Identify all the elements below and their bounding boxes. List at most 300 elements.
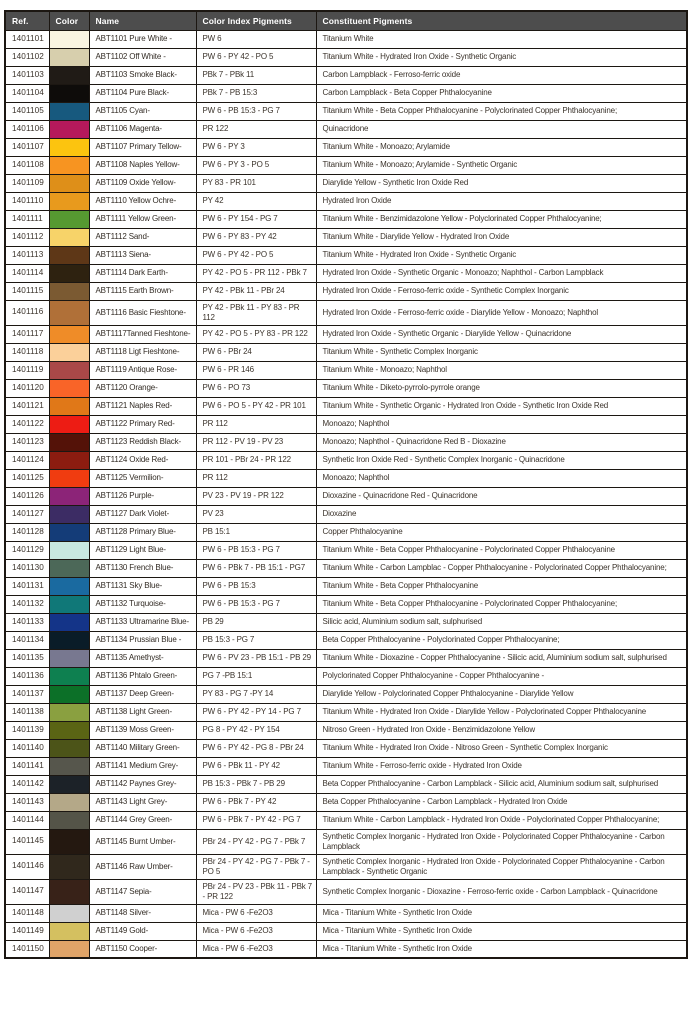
ref-cell: 1401137 (5, 685, 49, 703)
name-cell: ABT1119 Antique Rose- (89, 361, 196, 379)
table-row (5, 487, 687, 505)
table-row (5, 433, 687, 451)
color-index-cell: PY 42 - PBk 11 - PBr 24 (196, 282, 316, 300)
color-swatch (49, 102, 89, 120)
constituent-cell: Titanium White - Carbon Lampblac - Copper Phthalocyanine - Polyclorinated Copper Phthalocyanine; (316, 559, 687, 577)
name-cell: ABT1130 French Blue- (89, 559, 196, 577)
name-cell: ABT1147 Sepia- (89, 879, 196, 904)
constituent-cell: Carbon Lampblack - Beta Copper Phthalocyanine (316, 84, 687, 102)
constituent-cell: Monoazo; Naphthol (316, 415, 687, 433)
name-cell: ABT1136 Phtalo Green- (89, 667, 196, 685)
name-cell: ABT1127 Dark Violet- (89, 505, 196, 523)
ref-cell: 1401132 (5, 595, 49, 613)
constituent-cell: Nitroso Green - Hydrated Iron Oxide - Benzimidazolone Yellow (316, 721, 687, 739)
ref-cell: 1401106 (5, 120, 49, 138)
color-index-cell: PW 6 - PY 42 - PY 14 - PG 7 (196, 703, 316, 721)
ref-cell: 1401127 (5, 505, 49, 523)
ref-cell: 1401134 (5, 631, 49, 649)
color-index-cell: PW 6 - PY 3 - PO 5 (196, 156, 316, 174)
color-index-cell: PW 6 - PO 73 (196, 379, 316, 397)
ref-cell: 1401108 (5, 156, 49, 174)
ref-cell: 1401105 (5, 102, 49, 120)
ref-cell: 1401110 (5, 192, 49, 210)
ref-cell: 1401148 (5, 904, 49, 922)
color-swatch (49, 879, 89, 904)
table-row (5, 300, 687, 325)
color-swatch (49, 397, 89, 415)
table-row (5, 120, 687, 138)
color-index-cell: PB 15:3 - PG 7 (196, 631, 316, 649)
color-swatch (49, 469, 89, 487)
name-cell: ABT1124 Oxide Red- (89, 451, 196, 469)
color-index-cell: PW 6 - PB 15:3 - PG 7 (196, 595, 316, 613)
color-index-cell: PY 42 - PO 5 - PY 83 - PR 122 (196, 325, 316, 343)
color-swatch (49, 138, 89, 156)
constituent-cell: Mica - Titanium White - Synthetic Iron Oxide (316, 904, 687, 922)
ref-cell: 1401125 (5, 469, 49, 487)
color-index-cell: PB 29 (196, 613, 316, 631)
color-swatch (49, 300, 89, 325)
name-cell: ABT1125 Vermilion- (89, 469, 196, 487)
constituent-cell: Titanium White - Synthetic Organic - Hydrated Iron Oxide - Synthetic Iron Oxide Red (316, 397, 687, 415)
header-ref: Ref. (5, 11, 49, 30)
name-cell: ABT1135 Amethyst- (89, 649, 196, 667)
constituent-cell: Synthetic Complex Inorganic - Dioxazine - Ferroso-ferric oxide - Carbon Lampblack - Quinacridone (316, 879, 687, 904)
ref-cell: 1401149 (5, 922, 49, 940)
constituent-cell: Silicic acid, Aluminium sodium salt, sulphurised (316, 613, 687, 631)
color-index-cell: PW 6 - PBk 7 - PB 15:1 - PG7 (196, 559, 316, 577)
name-cell: ABT1126 Purple- (89, 487, 196, 505)
color-swatch (49, 451, 89, 469)
constituent-cell: Titanium White - Monoazo; Arylamide (316, 138, 687, 156)
name-cell: ABT1148 Silver- (89, 904, 196, 922)
name-cell: ABT1144 Grey Green- (89, 811, 196, 829)
name-cell: ABT1138 Light Green- (89, 703, 196, 721)
ref-cell: 1401129 (5, 541, 49, 559)
color-index-cell: Mica - PW 6 -Fe2O3 (196, 904, 316, 922)
color-swatch (49, 343, 89, 361)
table-row (5, 667, 687, 685)
constituent-cell: Hydrated Iron Oxide - Synthetic Organic - Monoazo; Naphthol - Carbon Lampblack (316, 264, 687, 282)
color-swatch (49, 559, 89, 577)
table-row (5, 48, 687, 66)
name-cell: ABT1139 Moss Green- (89, 721, 196, 739)
color-swatch (49, 228, 89, 246)
ref-cell: 1401103 (5, 66, 49, 84)
name-cell: ABT1104 Pure Black- (89, 84, 196, 102)
color-index-cell: PY 42 - PBk 11 - PY 83 - PR 112 (196, 300, 316, 325)
ref-cell: 1401115 (5, 282, 49, 300)
ref-cell: 1401142 (5, 775, 49, 793)
name-cell: ABT1115 Earth Brown- (89, 282, 196, 300)
name-cell: ABT1113 Siena- (89, 246, 196, 264)
name-cell: ABT1105 Cyan- (89, 102, 196, 120)
color-swatch (49, 48, 89, 66)
color-index-cell: PG 7 -PB 15:1 (196, 667, 316, 685)
color-index-cell: PBk 7 - PBk 11 (196, 66, 316, 84)
table-row (5, 469, 687, 487)
color-index-cell: PR 112 (196, 415, 316, 433)
name-cell: ABT1112 Sand- (89, 228, 196, 246)
color-swatch (49, 703, 89, 721)
name-cell: ABT1132 Turquoise- (89, 595, 196, 613)
constituent-cell: Titanium White - Carbon Lampblack - Hydrated Iron Oxide - Polyclorinated Copper Phthalocyanine; (316, 811, 687, 829)
color-swatch (49, 246, 89, 264)
constituent-cell: Hydrated Iron Oxide (316, 192, 687, 210)
ref-cell: 1401104 (5, 84, 49, 102)
constituent-cell: Quinacridone (316, 120, 687, 138)
name-cell: ABT1133 Ultramarine Blue- (89, 613, 196, 631)
constituent-cell: Hydrated Iron Oxide - Ferroso-ferric oxide - Synthetic Complex Inorganic (316, 282, 687, 300)
ref-cell: 1401123 (5, 433, 49, 451)
color-index-cell: PR 112 (196, 469, 316, 487)
color-index-cell: PB 15:3 - PBk 7 - PB 29 (196, 775, 316, 793)
name-cell: ABT1117Tanned Fieshtone- (89, 325, 196, 343)
name-cell: ABT1110 Yellow Ochre- (89, 192, 196, 210)
table-row (5, 595, 687, 613)
color-swatch (49, 30, 89, 48)
table-header-row (5, 11, 687, 30)
constituent-cell: Titanium White - Synthetic Complex Inorganic (316, 343, 687, 361)
color-index-cell: PW 6 - PY 42 - PO 5 (196, 48, 316, 66)
color-index-cell: PW 6 - PY 42 - PO 5 (196, 246, 316, 264)
constituent-cell: Titanium White - Beta Copper Phthalocyanine (316, 577, 687, 595)
table-row (5, 940, 687, 958)
name-cell: ABT1116 Basic Fieshtone- (89, 300, 196, 325)
ref-cell: 1401124 (5, 451, 49, 469)
name-cell: ABT1137 Deep Green- (89, 685, 196, 703)
name-cell: ABT1129 Light Blue- (89, 541, 196, 559)
constituent-cell: Titanium White - Ferroso-ferric oxide - Hydrated Iron Oxide (316, 757, 687, 775)
name-cell: ABT1107 Primary Tellow- (89, 138, 196, 156)
color-swatch (49, 757, 89, 775)
ref-cell: 1401111 (5, 210, 49, 228)
ref-cell: 1401140 (5, 739, 49, 757)
color-swatch (49, 487, 89, 505)
color-swatch (49, 829, 89, 854)
table-row (5, 102, 687, 120)
ref-cell: 1401144 (5, 811, 49, 829)
color-index-cell: PW 6 - PO 5 - PY 42 - PR 101 (196, 397, 316, 415)
table-row (5, 30, 687, 48)
color-index-cell: PW 6 - PB 15:3 (196, 577, 316, 595)
table-row (5, 793, 687, 811)
constituent-cell: Synthetic Complex Inorganic - Hydrated Iron Oxide - Polyclorinated Copper Phthalocyanine - Carbon Lampblack (316, 829, 687, 854)
ref-cell: 1401107 (5, 138, 49, 156)
ref-cell: 1401117 (5, 325, 49, 343)
name-cell: ABT1121 Naples Red- (89, 397, 196, 415)
table-row (5, 879, 687, 904)
table-row (5, 775, 687, 793)
color-index-cell: Mica - PW 6 -Fe2O3 (196, 940, 316, 958)
name-cell: ABT1142 Paynes Grey- (89, 775, 196, 793)
table-row (5, 361, 687, 379)
table-row (5, 210, 687, 228)
color-index-cell: PY 42 (196, 192, 316, 210)
header-name: Name (89, 11, 196, 30)
constituent-cell: Hydrated Iron Oxide - Synthetic Organic - Diarylide Yellow - Quinacridone (316, 325, 687, 343)
color-swatch (49, 325, 89, 343)
table-row (5, 156, 687, 174)
color-swatch (49, 721, 89, 739)
table-row (5, 325, 687, 343)
name-cell: ABT1149 Gold- (89, 922, 196, 940)
color-index-cell: PR 101 - PBr 24 - PR 122 (196, 451, 316, 469)
color-swatch (49, 282, 89, 300)
color-swatch (49, 210, 89, 228)
table-row (5, 84, 687, 102)
color-swatch (49, 854, 89, 879)
ref-cell: 1401118 (5, 343, 49, 361)
color-swatch (49, 775, 89, 793)
table-row (5, 397, 687, 415)
color-index-cell: PW 6 - PY 42 - PG 8 - PBr 24 (196, 739, 316, 757)
name-cell: ABT1134 Prussian Blue - (89, 631, 196, 649)
table-row (5, 649, 687, 667)
header-color-index-pigments: Color Index Pigments (196, 11, 316, 30)
name-cell: ABT1120 Orange- (89, 379, 196, 397)
constituent-cell: Titanium White - Beta Copper Phthalocyanine - Polyclorinated Copper Phthalocyanine; (316, 595, 687, 613)
ref-cell: 1401138 (5, 703, 49, 721)
table-row (5, 66, 687, 84)
color-index-cell: PBr 24 - PY 42 - PG 7 - PBk 7 (196, 829, 316, 854)
color-swatch (49, 940, 89, 958)
color-swatch (49, 613, 89, 631)
constituent-cell: Titanium White - Hydrated Iron Oxide - Synthetic Organic (316, 246, 687, 264)
table-row (5, 811, 687, 829)
ref-cell: 1401101 (5, 30, 49, 48)
color-index-cell: PW 6 - PR 146 (196, 361, 316, 379)
color-index-cell: PBk 7 - PB 15:3 (196, 84, 316, 102)
table-row (5, 829, 687, 854)
constituent-cell: Titanium White - Monoazo; Naphthol (316, 361, 687, 379)
color-index-cell: PW 6 - PB 15:3 - PG 7 (196, 541, 316, 559)
constituent-cell: Titanium White - Diarylide Yellow - Hydrated Iron Oxide (316, 228, 687, 246)
color-swatch (49, 66, 89, 84)
constituent-cell: Titanium White - Benzimidazolone Yellow - Polyclorinated Copper Phthalocyanine; (316, 210, 687, 228)
ref-cell: 1401147 (5, 879, 49, 904)
ref-cell: 1401116 (5, 300, 49, 325)
ref-cell: 1401133 (5, 613, 49, 631)
constituent-cell: Titanium White - Hydrated Iron Oxide - Nitroso Green - Synthetic Complex Inorganic (316, 739, 687, 757)
name-cell: ABT1150 Cooper- (89, 940, 196, 958)
color-swatch (49, 685, 89, 703)
header-color: Color (49, 11, 89, 30)
color-swatch (49, 174, 89, 192)
constituent-cell: Titanium White - Beta Copper Phthalocyanine - Polyclorinated Copper Phthalocyanine (316, 541, 687, 559)
ref-cell: 1401131 (5, 577, 49, 595)
color-swatch (49, 595, 89, 613)
name-cell: ABT1114 Dark Earth- (89, 264, 196, 282)
color-swatch (49, 379, 89, 397)
table-row (5, 559, 687, 577)
name-cell: ABT1103 Smoke Black- (89, 66, 196, 84)
color-swatch (49, 739, 89, 757)
name-cell: ABT1102 Off White - (89, 48, 196, 66)
table-row (5, 282, 687, 300)
color-swatch (49, 523, 89, 541)
ref-cell: 1401102 (5, 48, 49, 66)
name-cell: ABT1128 Primary Blue- (89, 523, 196, 541)
constituent-cell: Titanium White - Beta Copper Phthalocyanine - Polyclorinated Copper Phthalocyanine; (316, 102, 687, 120)
color-index-cell: PW 6 - PY 3 (196, 138, 316, 156)
name-cell: ABT1118 Ligt Fieshtone- (89, 343, 196, 361)
name-cell: ABT1122 Primary Red- (89, 415, 196, 433)
table-row (5, 904, 687, 922)
constituent-cell: Synthetic Iron Oxide Red - Synthetic Complex Inorganic - Quinacridone (316, 451, 687, 469)
ref-cell: 1401135 (5, 649, 49, 667)
table-row (5, 631, 687, 649)
ref-cell: 1401143 (5, 793, 49, 811)
table-row (5, 739, 687, 757)
constituent-cell: Synthetic Complex Inorganic - Hydrated Iron Oxide - Polyclorinated Copper Phthalocyanine - Carbon Lampblack - Synthetic Organic (316, 854, 687, 879)
color-index-cell: PW 6 - PV 23 - PB 15:1 - PB 29 (196, 649, 316, 667)
ref-cell: 1401114 (5, 264, 49, 282)
color-swatch (49, 264, 89, 282)
color-swatch (49, 361, 89, 379)
constituent-cell: Polyclorinated Copper Phthalocyanine - Copper Phthalocyanine - (316, 667, 687, 685)
color-index-cell: PY 83 - PR 101 (196, 174, 316, 192)
table-row (5, 854, 687, 879)
color-index-cell: PW 6 - PY 154 - PG 7 (196, 210, 316, 228)
color-swatch (49, 120, 89, 138)
constituent-cell: Carbon Lampblack - Ferroso-ferric oxide (316, 66, 687, 84)
ref-cell: 1401139 (5, 721, 49, 739)
constituent-cell: Diarylide Yellow - Polyclorinated Copper Phthalocyanine - Diarylide Yellow (316, 685, 687, 703)
name-cell: ABT1146 Raw Umber- (89, 854, 196, 879)
color-swatch (49, 156, 89, 174)
name-cell: ABT1140 Military Green- (89, 739, 196, 757)
table-row (5, 577, 687, 595)
constituent-cell: Hydrated Iron Oxide - Ferroso-ferric oxide - Diarylide Yellow - Monoazo; Naphthol (316, 300, 687, 325)
constituent-cell: Beta Copper Phthalocyanine - Carbon Lampblack - Silicic acid, Aluminium sodium salt, sulphurised (316, 775, 687, 793)
table-row (5, 415, 687, 433)
color-index-cell: PY 83 - PG 7 -PY 14 (196, 685, 316, 703)
color-index-cell: PG 8 - PY 42 - PY 154 (196, 721, 316, 739)
ref-cell: 1401136 (5, 667, 49, 685)
constituent-cell: Titanium White - Monoazo; Arylamide - Synthetic Organic (316, 156, 687, 174)
color-index-cell: Mica - PW 6 -Fe2O3 (196, 922, 316, 940)
ref-cell: 1401113 (5, 246, 49, 264)
ref-cell: 1401141 (5, 757, 49, 775)
constituent-cell: Titanium White - Diketo-pyrrolo-pyrrole orange (316, 379, 687, 397)
color-index-cell: PW 6 - PBk 7 - PY 42 (196, 793, 316, 811)
table-row (5, 264, 687, 282)
constituent-cell: Beta Copper Phthalocyanine - Carbon Lampblack - Hydrated Iron Oxide (316, 793, 687, 811)
color-index-cell: PBr 24 - PV 23 - PBk 11 - PBk 7 - PR 122 (196, 879, 316, 904)
color-index-cell: PV 23 (196, 505, 316, 523)
ref-cell: 1401109 (5, 174, 49, 192)
ref-cell: 1401119 (5, 361, 49, 379)
ref-cell: 1401126 (5, 487, 49, 505)
ref-cell: 1401120 (5, 379, 49, 397)
color-swatch (49, 667, 89, 685)
constituent-cell: Monoazo; Naphthol - Quinacridone Red B - Dioxazine (316, 433, 687, 451)
color-index-cell: PBr 24 - PY 42 - PG 7 - PBk 7 - PO 5 (196, 854, 316, 879)
ref-cell: 1401130 (5, 559, 49, 577)
color-index-cell: PY 42 - PO 5 - PR 112 - PBk 7 (196, 264, 316, 282)
color-index-cell: PW 6 - PB 15:3 - PG 7 (196, 102, 316, 120)
constituent-cell: Titanium White - Hydrated Iron Oxide - Synthetic Organic (316, 48, 687, 66)
name-cell: ABT1123 Reddish Black- (89, 433, 196, 451)
name-cell: ABT1141 Medium Grey- (89, 757, 196, 775)
color-swatch (49, 649, 89, 667)
table-row (5, 138, 687, 156)
ref-cell: 1401112 (5, 228, 49, 246)
constituent-cell: Titanium White - Hydrated Iron Oxide - Diarylide Yellow - Polyclorinated Copper Phthalocyanine (316, 703, 687, 721)
ref-cell: 1401145 (5, 829, 49, 854)
name-cell: ABT1143 Light Grey- (89, 793, 196, 811)
color-index-cell: PW 6 - PY 83 - PY 42 (196, 228, 316, 246)
name-cell: ABT1101 Pure White - (89, 30, 196, 48)
name-cell: ABT1106 Magenta- (89, 120, 196, 138)
table-row (5, 757, 687, 775)
color-swatch (49, 577, 89, 595)
table-header (5, 11, 687, 30)
name-cell: ABT1109 Oxide Yellow- (89, 174, 196, 192)
table-row (5, 228, 687, 246)
color-swatch (49, 192, 89, 210)
ref-cell: 1401150 (5, 940, 49, 958)
table-row (5, 703, 687, 721)
table-row (5, 451, 687, 469)
color-index-cell: PW 6 - PBk 11 - PY 42 (196, 757, 316, 775)
color-swatch (49, 811, 89, 829)
ref-cell: 1401122 (5, 415, 49, 433)
name-cell: ABT1145 Burnt Umber- (89, 829, 196, 854)
color-index-cell: PV 23 - PV 19 - PR 122 (196, 487, 316, 505)
pigment-table (4, 10, 688, 959)
color-swatch (49, 415, 89, 433)
pigment-table-body (5, 30, 687, 958)
constituent-cell: Mica - Titanium White - Synthetic Iron Oxide (316, 940, 687, 958)
color-swatch (49, 631, 89, 649)
color-swatch (49, 505, 89, 523)
constituent-cell: Beta Copper Phthalocyanine - Polyclorinated Copper Phthalocyanine; (316, 631, 687, 649)
table-row (5, 343, 687, 361)
color-index-cell: PR 112 - PV 19 - PV 23 (196, 433, 316, 451)
color-index-cell: PW 6 - PBr 24 (196, 343, 316, 361)
table-row (5, 192, 687, 210)
color-index-cell: PR 122 (196, 120, 316, 138)
color-swatch (49, 84, 89, 102)
constituent-cell: Dioxazine (316, 505, 687, 523)
color-swatch (49, 793, 89, 811)
table-row (5, 246, 687, 264)
constituent-cell: Diarylide Yellow - Synthetic Iron Oxide Red (316, 174, 687, 192)
ref-cell: 1401121 (5, 397, 49, 415)
name-cell: ABT1108 Naples Yellow- (89, 156, 196, 174)
constituent-cell: Titanium White - Dioxazine - Copper Phthalocyanine - Silicic acid, Aluminium sodium salt, sulphurised (316, 649, 687, 667)
constituent-cell: Monoazo; Naphthol (316, 469, 687, 487)
table-row (5, 685, 687, 703)
color-swatch (49, 904, 89, 922)
table-row (5, 922, 687, 940)
table-row (5, 721, 687, 739)
color-index-cell: PW 6 (196, 30, 316, 48)
name-cell: ABT1111 Yellow Green- (89, 210, 196, 228)
table-row (5, 613, 687, 631)
color-swatch (49, 922, 89, 940)
table-row (5, 379, 687, 397)
name-cell: ABT1131 Sky Blue- (89, 577, 196, 595)
color-index-cell: PW 6 - PBk 7 - PY 42 - PG 7 (196, 811, 316, 829)
table-row (5, 505, 687, 523)
constituent-cell: Titanium White (316, 30, 687, 48)
table-row (5, 174, 687, 192)
ref-cell: 1401128 (5, 523, 49, 541)
header-constituent-pigments: Constituent Pigments (316, 11, 687, 30)
